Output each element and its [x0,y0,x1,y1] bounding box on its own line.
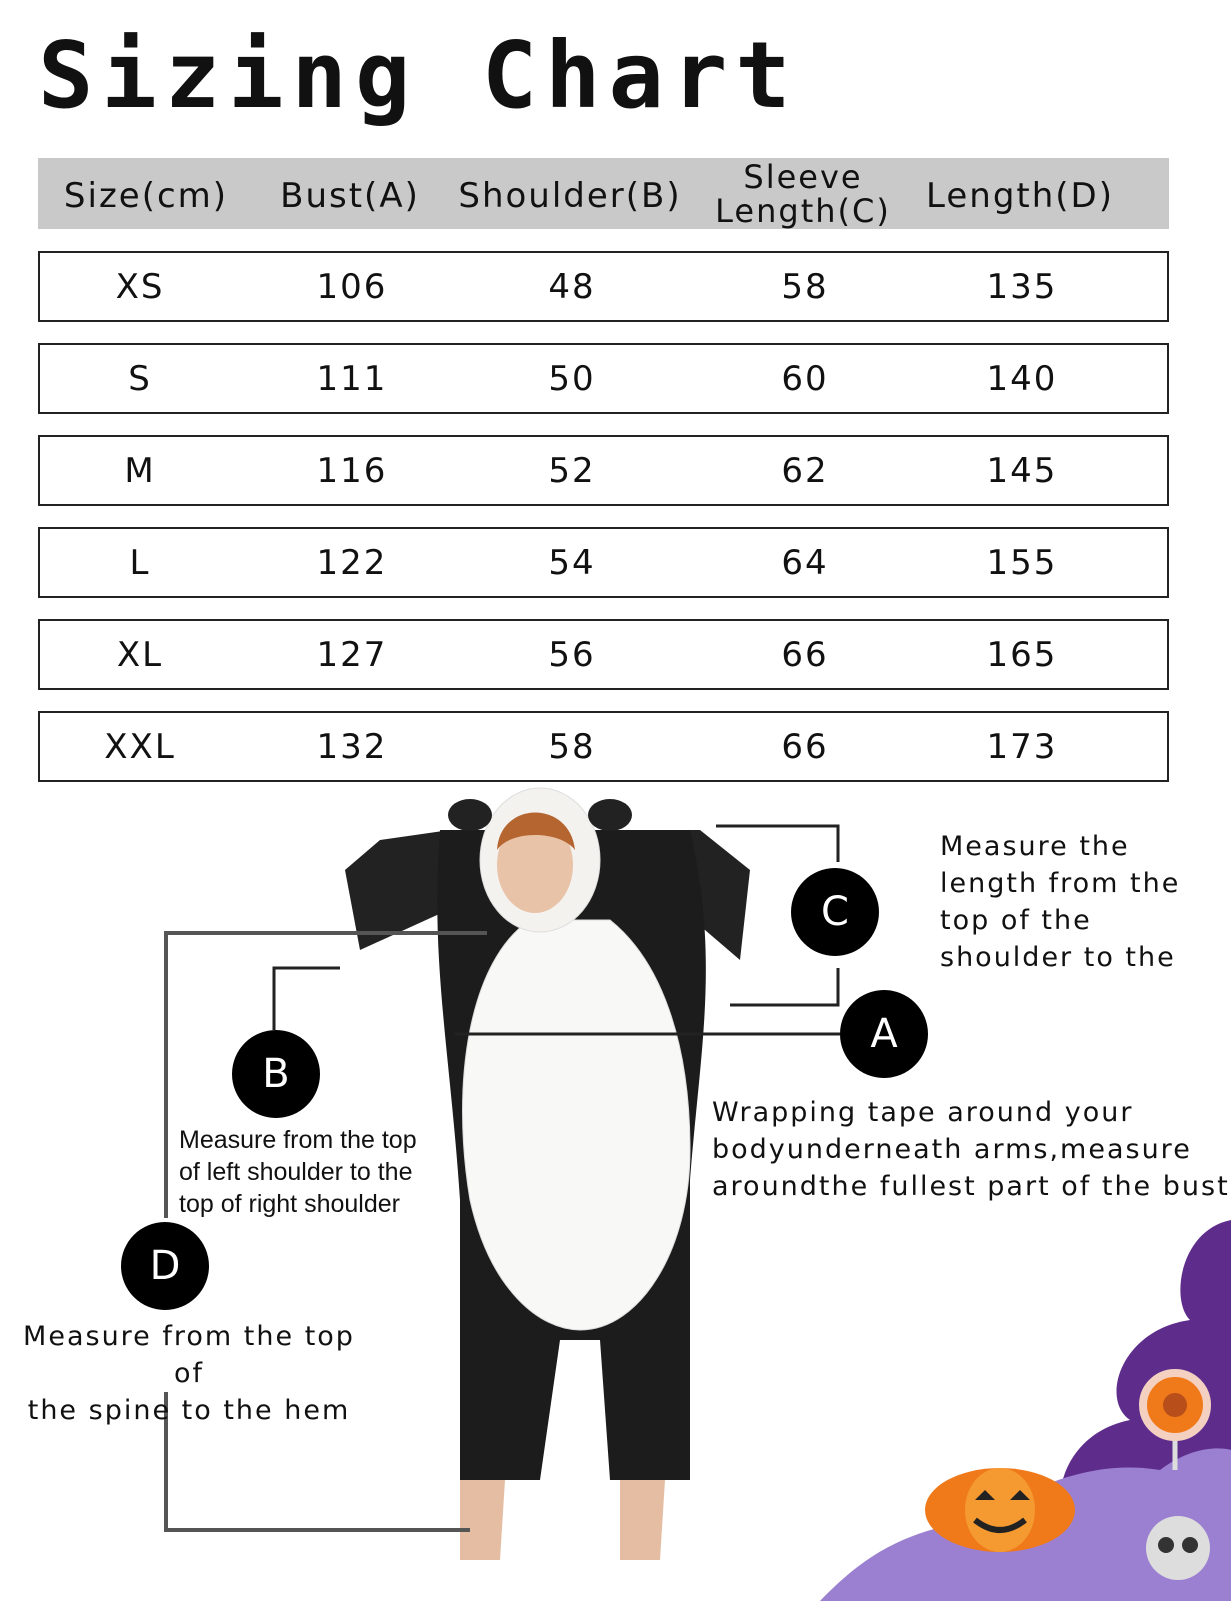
cell-shoulder: 56 [548,635,596,675]
header-size: Size(cm) [63,176,229,216]
text-line: Measure the [940,831,1130,862]
cell-sleeve-length: 64 [781,543,829,583]
cell-sleeve-length: 66 [781,635,829,675]
header-shoulder: Shoulder(B) [458,176,682,216]
cell-shoulder: 58 [548,727,596,767]
callout-a-text [712,1094,1230,1205]
header-bust: Bust(A) [280,176,420,216]
cell-size: M [124,451,156,491]
cell-bust: 116 [316,451,388,491]
cell-size: XL [116,635,164,675]
callout-c-badge: C [791,868,879,956]
text-line: Measure from the top [179,1126,417,1154]
cell-length: 173 [986,727,1058,767]
line-c-bottom [730,968,838,1005]
line-c-top [716,826,838,862]
text-line: length from the [940,868,1181,899]
header-sleeve-line2: Length(C) [715,192,891,230]
callout-b-text [179,1124,417,1220]
cell-bust: 111 [316,359,388,399]
pumpkin-icon [925,1468,1075,1552]
cell-length: 135 [986,267,1058,307]
callout-c-text [940,828,1180,976]
text-line: bodyunderneath arms,measure [712,1134,1192,1165]
callout-a-badge: A [840,990,928,1078]
callout-d-text [4,1318,374,1429]
cell-length: 165 [986,635,1058,675]
header-sleeve-line1: Sleeve [743,158,863,196]
cell-shoulder: 52 [548,451,596,491]
cell-bust: 127 [316,635,388,675]
cell-bust: 132 [316,727,388,767]
text-line: aroundthe fullest part of the bust [712,1171,1230,1202]
cell-sleeve-length: 62 [781,451,829,491]
cell-sleeve-length: 58 [781,267,829,307]
text-line: the spine to the hem [27,1395,351,1426]
cell-length: 140 [986,359,1058,399]
cell-size: L [129,543,151,583]
page-title: Sizing Chart [38,22,799,129]
line-b [274,968,340,1030]
text-line: top of the [940,905,1092,936]
cell-sleeve-length: 66 [781,727,829,767]
text-line: shoulder to the [940,942,1176,973]
cell-length: 145 [986,451,1058,491]
cell-sleeve-length: 60 [781,359,829,399]
text-line: Wrapping tape around your [712,1097,1134,1128]
header-length: Length(D) [926,176,1114,216]
text-line: Measure from the top of [23,1321,355,1389]
callout-d-badge: D [121,1222,209,1310]
text-line: of left shoulder to the [179,1158,413,1186]
cell-size: S [128,359,152,399]
callout-b-badge: B [232,1030,320,1118]
text-line: top of right shoulder [179,1190,400,1218]
cell-shoulder: 48 [548,267,596,307]
cell-size: XS [115,267,165,307]
cell-length: 155 [986,543,1058,583]
cell-shoulder: 50 [548,359,596,399]
cell-size: XXL [104,727,176,767]
skull-icon [1146,1516,1210,1580]
cell-shoulder: 54 [548,543,596,583]
cell-bust: 122 [316,543,388,583]
cell-bust: 106 [316,267,388,307]
